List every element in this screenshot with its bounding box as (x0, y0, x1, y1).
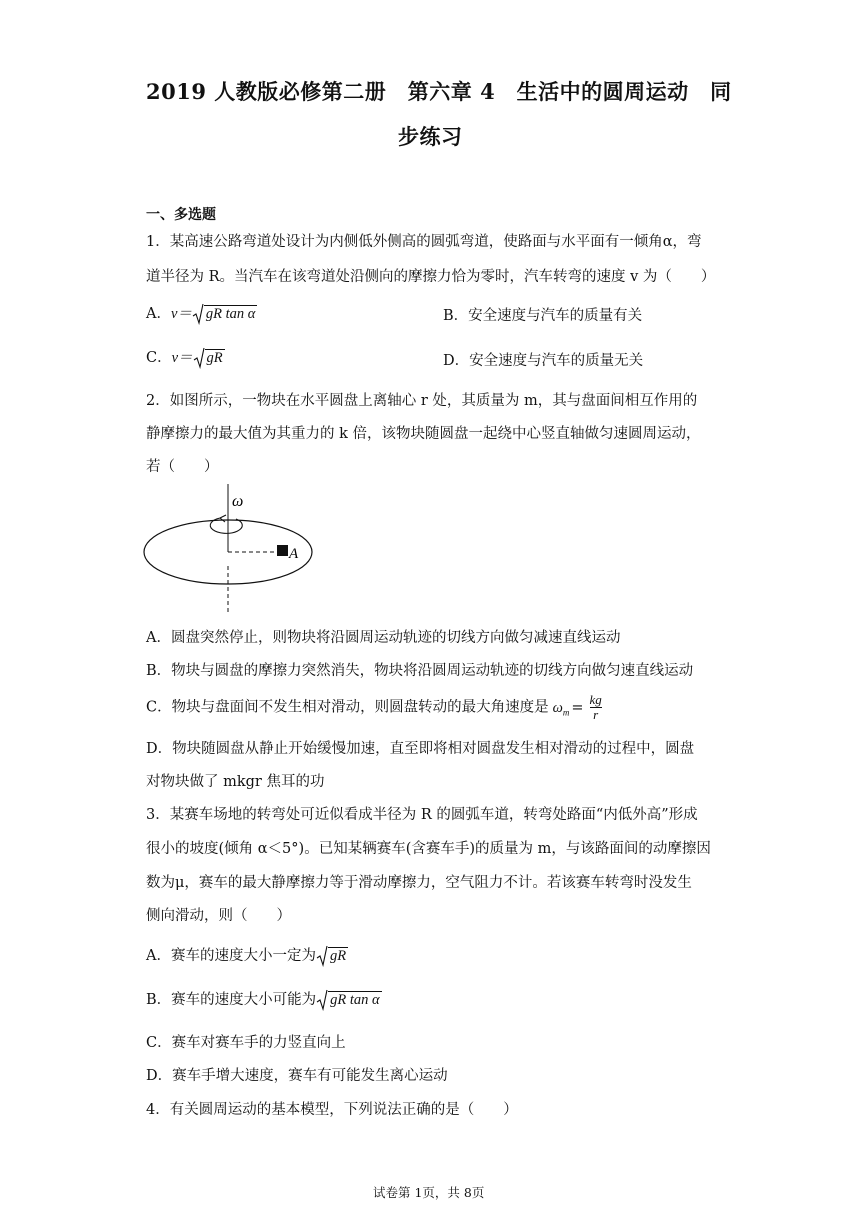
option-c-text: C．物块与盘面间不发生相对滑动，则圆盘转动的最大角速度是 (146, 699, 549, 716)
arrowhead-icon (220, 515, 226, 522)
q2-stem-line2: 静摩擦力的最大值为其重力的 k 倍，该物块随圆盘一起绕中心竖直轴做匀速圆周运动， (146, 426, 701, 442)
option-b-text: B．赛车的速度大小可能为 (146, 992, 317, 1008)
q1-stem-line2: 道半径为 R。当汽车在该弯道处沿侧向的摩擦力恰为零时，汽车转弯的速度 v 为（ ） (146, 269, 716, 285)
q3-option-c: C．赛车对赛车手的力竖直向上 (146, 1035, 346, 1051)
fraction (590, 693, 602, 722)
omega-symbol: ω (552, 699, 563, 716)
q1-option-a (146, 302, 257, 325)
q1-option-b: B．安全速度与汽车的质量有关 (443, 308, 643, 324)
q2-stem-line3: 若（ ） (146, 459, 219, 475)
option-prefix: C． (146, 350, 172, 366)
q2-option-d-line1: D．物块随圆盘从静止开始缓慢加速，直至即将相对圆盘发生相对滑动的过程中，圆盘 (146, 741, 695, 757)
radical-sign-icon (193, 347, 205, 369)
section-heading: 一、多选题 (146, 207, 216, 223)
page-title-line1: 2019 人教版必修第二册 第六章 4 生活中的圆周运动 同 (146, 79, 732, 104)
q2-stem-line1: 2．如图所示，一物块在水平圆盘上离轴心 r 处，其质量为 m，其与盘面间相互作用的 (146, 393, 698, 409)
equation-lhs: v＝ (171, 350, 193, 366)
q3-option-b (146, 988, 382, 1011)
q2-option-b: B．物块与圆盘的摩擦力突然消失，物块将沿圆周运动轨迹的切线方向做匀速直线运动 (146, 663, 694, 679)
q3-option-a (146, 944, 348, 967)
page-footer: 试卷第 1页，共 8页 (373, 1185, 485, 1200)
q2-option-c (146, 693, 602, 722)
page-title-line2: 步练习 (398, 124, 463, 149)
equals-sign: = (571, 699, 584, 716)
q3-stem-line1: 3．某赛车场地的转弯处可近似看成半径为 R 的圆弧车道，转弯处路面“内低外高”形成 (146, 807, 698, 823)
sqrt-expression (316, 989, 382, 1011)
q2-option-a: A．圆盘突然停止，则物块将沿圆周运动轨迹的切线方向做匀减速直线运动 (146, 630, 621, 646)
option-prefix: A． (146, 306, 171, 322)
rotating-disc-figure (140, 482, 330, 617)
q3-stem-line2: 很小的坡度(倾角 α＜5°)。已知某辆赛车(含赛车手)的质量为 m，与该路面间的动摩擦因 (146, 841, 711, 857)
q1-option-c (146, 346, 225, 369)
radicand: gR (206, 350, 223, 366)
q3-option-d: D．赛车手增大速度，赛车有可能发生离心运动 (146, 1068, 448, 1084)
equation-lhs: v＝ (170, 306, 192, 322)
radical-sign-icon (316, 945, 328, 967)
omega-label: ω (232, 493, 244, 510)
q1-option-d: D．安全速度与汽车的质量无关 (443, 353, 644, 369)
sqrt-expression (316, 945, 348, 967)
option-a-text: A．赛车的速度大小一定为 (146, 948, 316, 964)
radicand: gR tan α (205, 306, 256, 322)
radical-sign-icon (316, 989, 328, 1011)
fraction-denominator: r (593, 707, 599, 722)
fraction-numerator: kg (589, 692, 602, 707)
radical-sign-icon (192, 303, 204, 325)
block-a (277, 545, 288, 556)
sqrt-expression (192, 303, 258, 325)
point-a-label: A (289, 546, 299, 562)
omega-subscript: m (562, 707, 570, 718)
q3-stem-line3: 数为μ，赛车的最大静摩擦力等于滑动摩擦力，空气阻力不计。若该赛车转弯时没发生 (146, 875, 692, 891)
radicand: gR tan α (330, 992, 380, 1008)
radicand: gR (329, 948, 347, 964)
sqrt-expression (193, 347, 225, 369)
q3-stem-line4: 侧向滑动，则（ ） (146, 908, 291, 924)
q4-stem-line1: 4．有关圆周运动的基本模型，下列说法正确的是（ ） (146, 1102, 518, 1118)
q1-stem-line1: 1．某高速公路弯道处设计为内侧低外侧高的圆弧弯道，使路面与水平面有一倾角α，弯 (146, 234, 702, 250)
q2-option-d-line2: 对物块做了 mkgr 焦耳的功 (146, 774, 325, 790)
